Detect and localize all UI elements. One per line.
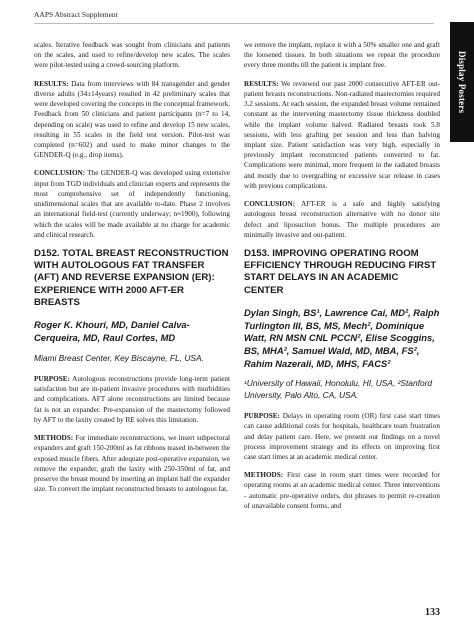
affiliation: Miami Breast Center, Key Biscayne, FL, USA.	[34, 352, 204, 363]
results-label: RESULTS:	[244, 79, 279, 88]
section-tab	[450, 22, 474, 142]
results-paragraph	[244, 79, 440, 191]
methods-paragraph	[244, 470, 440, 511]
conclusion-text: AFT-ER is a safe and highly satisfying autologous breast reconstruction alternative with no donor site defect and liposuction bonus. The multiple procedures are minimally invasive and out-patient.	[244, 200, 440, 239]
affiliation-1: ¹University of Hawaii, Honolulu, HI, USA,	[244, 378, 398, 389]
results-paragraph	[34, 79, 230, 161]
abstract-title: D153. IMPROVING OPERATING ROOM EFFICIENCY THROUGH REDUCING FIRST START DELAYS IN AN ACADEMIC CENTER	[244, 247, 437, 296]
methods-paragraph	[34, 433, 230, 494]
conclusion-paragraph	[244, 199, 440, 240]
methods-label: METHODS:	[244, 471, 284, 480]
methods-text: First case in room start times were recorded for operating rooms at an academic medical center. Three interventions - automatic pre-operative orders, dot phrases to permit re-creation of unavailable consent forms, and	[244, 471, 440, 510]
purpose-paragraph	[34, 374, 230, 425]
methods-text: For immediate reconstructions, we insert subpectoral expanders and graft 150-200ml as fat ribbons teased in-between the exposed muscle fibers. After adequate post-operative expansion, we remove the expander, graft the laxity with 250-350ml of fat, and preserve the breast mound by inserting an implant half the expander size. To convert the implant reconstructed breasts to autologous fat,	[34, 434, 231, 494]
conclusion-label: CONCLUSION:	[244, 200, 296, 209]
purpose-label: PURPOSE:	[244, 412, 280, 421]
purpose-label: PURPOSE:	[34, 374, 70, 383]
results-text: Data from interviews with 84 transgender and gender diverse adults (34±14years) resulted in 42 preliminary scales that were developed covering the concepts in the conceptual framework. Feedback from 50 clinicians and patient participants (n=7 to 14, depending on scale) was used to refine and develop 15 new scales, resulting in 55 scales in the field test version. Pilot-test was completed (n=602) and used to make minor changes to the GENDER-Q (e.g., drop items).	[34, 79, 231, 160]
results-label: RESULTS:	[34, 79, 69, 88]
purpose-text: Delays in operating room (OR) first case start times can cause additional costs for hospitals, healthcare team frustration and delay patient care. Here, we present our findings on a novel process improvement strategy and its effects on improving first case start times at an academic medical center.	[244, 412, 441, 461]
header-rule	[34, 23, 434, 24]
purpose-text: Autologous reconstructions provide long-term patient satisfaction but are in-patient invasive procedures with morbidities and complications. AFT alone reconstructions are limited because fat is not an expander. Pre-expansion of the mastectomy followed by AFT to the laxity created by RE solves this limitation.	[34, 374, 230, 424]
intro-paragraph: scales. Iterative feedback was sought from clinicians and patients on the scales, and used to refine/develop new scales. The scales were pilot-tested using a crowd-sourcing platform.	[34, 41, 230, 70]
intro-paragraph: we remove the implant, replace it with a 50% smaller one and graft the loosened tissues. In both situations we repeat the procedure every three months till the patient is implant free.	[244, 41, 440, 70]
affiliation	[244, 378, 440, 401]
conclusion-label: CONCLUSION:	[34, 169, 86, 178]
conclusion-paragraph	[34, 168, 230, 240]
running-header: AAPS Abstract Supplement	[34, 10, 118, 19]
left-column	[34, 40, 230, 502]
section-tab-label: Display Posters	[457, 50, 467, 114]
right-column	[244, 40, 440, 519]
author-list: Dylan Singh, BS¹, Lawrence Cai, MD², Ralph Turlington III, BS, MS, Mech², Dominique Watt, RN MSN CNL PCCN², Elise Scoggins, BS, MHA², Samuel Wald, MD, MBA, FS², Rahim Nazerali, MD, MHS, FACS²	[244, 307, 440, 369]
abstract-title: D152. TOTAL BREAST RECONSTRUCTION WITH AUTOLOGOUS FAT TRANSFER (AFT) AND REVERSE EXPANSION (ER): EXPERIENCE WITH 2000 AFT-ER BREASTS	[34, 247, 229, 308]
methods-label: METHODS:	[34, 434, 74, 443]
purpose-paragraph	[244, 411, 440, 462]
results-text: We reviewed our past 2000 consecutive AFT-ER out-patient breasts reconstructions. Non-radiated mastectomies required 3.2 sessions. At each session, the expanded breast volume remained constant as the intervening mastectomy tissue thickness doubled while the implant volume halved. Radiated breasts took 5.8 sessions, with less grafting per session and less than halving implant size. Patient satisfaction was very high, especially in previously implant reconstructed patients converted to fat. Complications were minimal, more frequent in the radiated breasts and mostly due to overgrafting or excessive scar release in cases with previous complications.	[244, 79, 440, 190]
page-number: 133	[425, 607, 440, 618]
author-list: Roger K. Khouri, MD, Daniel Calva-Cerqueira, MD, Raul Cortes, MD	[34, 319, 190, 343]
affiliation-2: ²Stanford University, Palo Alto, CA, USA.	[244, 378, 433, 400]
conclusion-text: The GENDER-Q was developed using extensive input from TGD individuals and clinician experts and represents the most comprehensive set of independently functioning, unidimensional scales that are available to-date. Phase 2 involves an international field-test (currently underway; n≈1900), following which the scales will be made available at no charge for academic and clinical research.	[34, 169, 230, 239]
